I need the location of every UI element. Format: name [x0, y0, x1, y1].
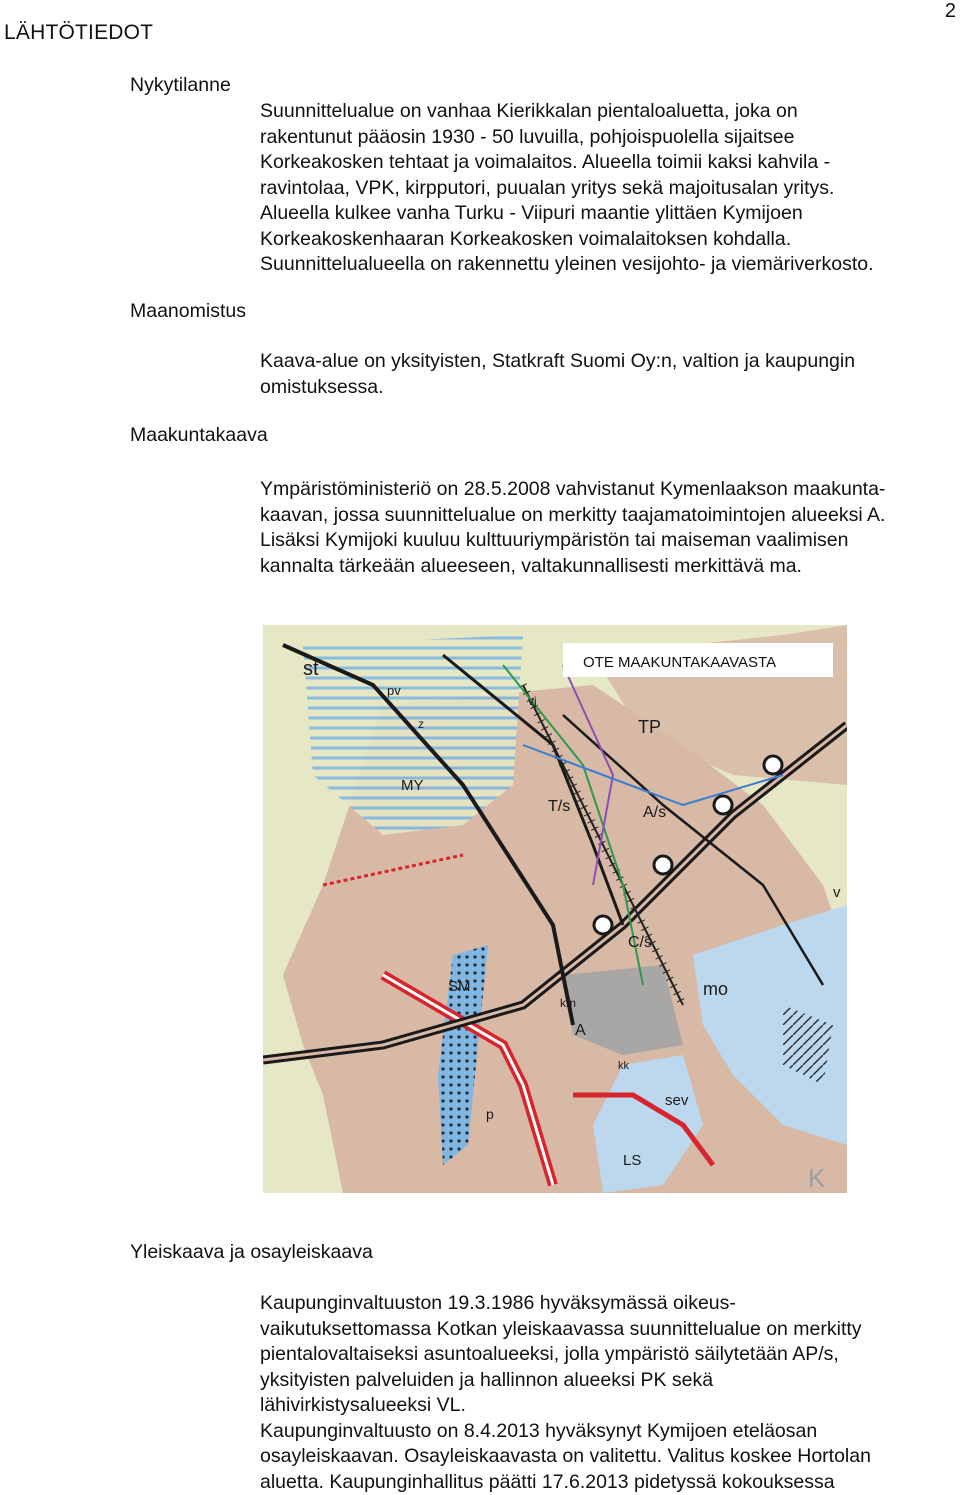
- label-kk: kk: [618, 1060, 630, 1072]
- map-svg: [263, 625, 847, 1193]
- regional-plan-map: [263, 625, 847, 1193]
- label-mo: mo: [703, 979, 728, 999]
- text-line: rakentunut pääosin 1930 - 50 luvuilla, pohjoispuolella sijaitsee: [260, 125, 960, 151]
- text-line: osayleiskaavan. Osayleiskaavasta on valitettu. Valitus koskee Hortolan: [260, 1444, 960, 1470]
- text-line: Ympäristöministeriö on 28.5.2008 vahvistanut Kymenlaakson maakunta-: [260, 477, 960, 503]
- label-st: st: [303, 658, 319, 680]
- map-node: [594, 916, 612, 934]
- text-line: Suunnittelualue on vanhaa Kierikkalan pientaloaluetta, joka on: [260, 99, 960, 125]
- text-line: Alueella kulkee vanha Turku - Viipuri maantie ylittäen Kymijoen: [260, 201, 960, 227]
- text-line: lähivirkistysalueeksi VL.: [260, 1393, 960, 1419]
- text-line: Korkeakoskenhaaran Korkeakosken voimalaitoksen kohdalla.: [260, 227, 960, 253]
- text-line: Suunnittelualueella on rakennettu yleinen vesijohto- ja viemäriverkosto.: [260, 252, 960, 278]
- maakuntakaava-text: [260, 477, 960, 579]
- label-as: A/s: [643, 804, 666, 821]
- label-my: MY: [401, 777, 424, 794]
- label-a: A: [575, 1022, 586, 1039]
- map-node: [714, 796, 732, 814]
- map-node: [654, 856, 672, 874]
- label-km: km: [560, 996, 576, 1010]
- label-p: p: [486, 1106, 494, 1122]
- label-ls: LS: [623, 1152, 641, 1169]
- heading-yleiskaava: Yleiskaava ja osayleiskaava: [130, 1241, 373, 1264]
- text-line: Kaupunginvaltuuston 19.3.1986 hyväksymässä oikeus-: [260, 1291, 960, 1317]
- label-ts: T/s: [548, 798, 570, 815]
- label-sm: SM: [448, 978, 471, 995]
- label-k: K: [808, 1163, 826, 1193]
- text-line: yksityisten palveluiden ja hallinnon alueeksi PK sekä: [260, 1368, 960, 1394]
- label-tp: TP: [638, 717, 661, 737]
- text-line: vaikutuksettomassa Kotkan yleiskaavassa suunnittelualue on merkitty: [260, 1317, 960, 1343]
- label-z: z: [418, 717, 424, 731]
- label-cs: C/s: [628, 934, 652, 951]
- label-sev: sev: [665, 1092, 689, 1109]
- text-line: ravintolaa, VPK, kirpputori, puualan yritys sekä majoitusalan yritys.: [260, 176, 960, 202]
- label-pv: pv: [387, 683, 401, 698]
- text-line: Kaupunginvaltuusto on 8.4.2013 hyväksynyt Kymijoen eteläosan: [260, 1419, 960, 1445]
- yleiskaava-text: [260, 1291, 960, 1495]
- heading-maanomistus: Maanomistus: [130, 300, 246, 323]
- text-line: aluetta. Kaupunginhallitus päätti 17.6.2013 pidetyssä kokouksessa: [260, 1470, 960, 1495]
- map-title: OTE MAAKUNTAKAAVASTA: [583, 654, 776, 671]
- text-line: kannalta tärkeään alueeseen, valtakunnallisesti merkittävä ma.: [260, 554, 960, 580]
- text-line: Kaava-alue on yksityisten, Statkraft Suomi Oy:n, valtion ja kaupungin: [260, 349, 960, 375]
- text-line: kaavan, jossa suunnittelualue on merkitty taajamatoimintojen alueeksi A.: [260, 503, 960, 529]
- text-line: Korkeakosken tehtaat ja voimalaitos. Alueella toimii kaksi kahvila -: [260, 150, 960, 176]
- nykytilanne-text: [260, 99, 960, 278]
- heading-maakuntakaava: Maakuntakaava: [130, 424, 268, 447]
- map-node: [764, 756, 782, 774]
- page-number: 2: [945, 0, 956, 23]
- text-line: pientalovaltaiseksi asuntoalueeksi, jolla ympäristö säilytetään AP/s,: [260, 1342, 960, 1368]
- text-line: omistuksessa.: [260, 375, 960, 401]
- page-title: LÄHTÖTIEDOT: [4, 21, 153, 45]
- heading-nykytilanne: Nykytilanne: [130, 74, 231, 97]
- maanomistus-text: [260, 349, 960, 400]
- text-line: Lisäksi Kymijoki kuuluu kulttuuriympäristön tai maiseman vaalimisen: [260, 528, 960, 554]
- label-v: v: [833, 884, 841, 901]
- label-vj: vj: [528, 694, 537, 708]
